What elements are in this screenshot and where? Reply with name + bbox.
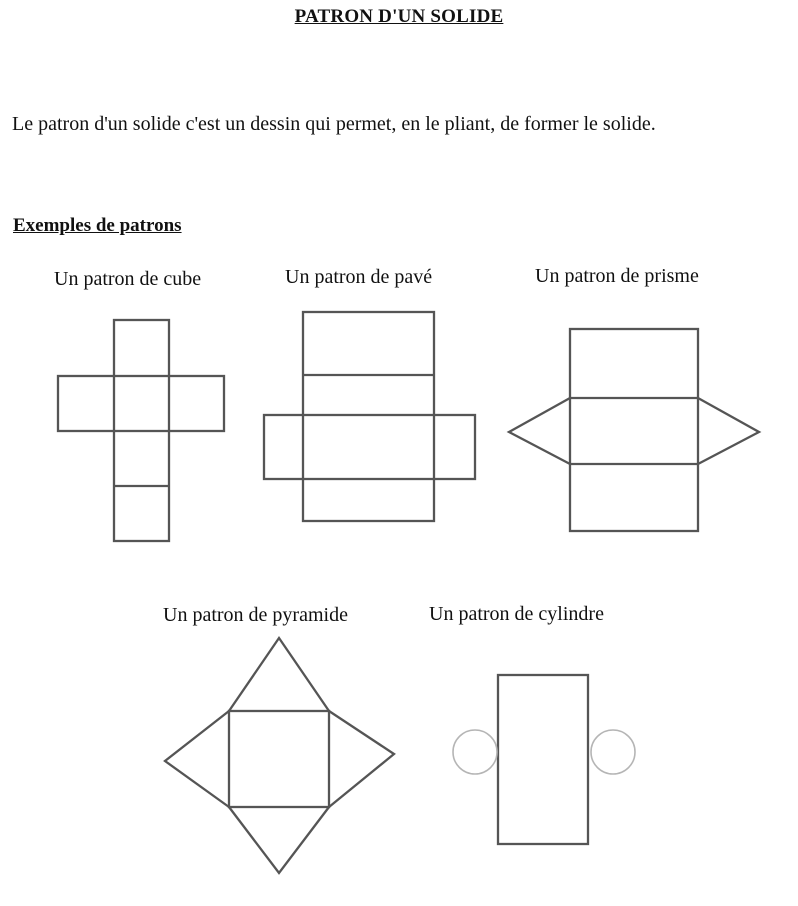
definition-text: Le patron d'un solide c'est un dessin qui permet, en le pliant, de former le solide.: [12, 113, 656, 135]
page-title: PATRON D'UN SOLIDE: [294, 6, 504, 27]
cuboid-net-drawing: [264, 312, 475, 521]
cylinder-net-drawing: [453, 675, 635, 844]
pyramid-net-drawing: [165, 638, 394, 873]
prism-net-drawing: [509, 329, 759, 531]
cuboid-net-caption: Un patron de pavé: [285, 266, 433, 288]
cylinder-net-caption: Un patron de cylindre: [429, 603, 604, 625]
pyramid-net-caption: Un patron de pyramide: [163, 604, 348, 626]
cube-net-caption: Un patron de cube: [54, 268, 202, 290]
examples-heading: Exemples de patrons: [13, 215, 182, 236]
prism-net-caption: Un patron de prisme: [535, 265, 699, 287]
cube-net-drawing: [58, 320, 224, 541]
